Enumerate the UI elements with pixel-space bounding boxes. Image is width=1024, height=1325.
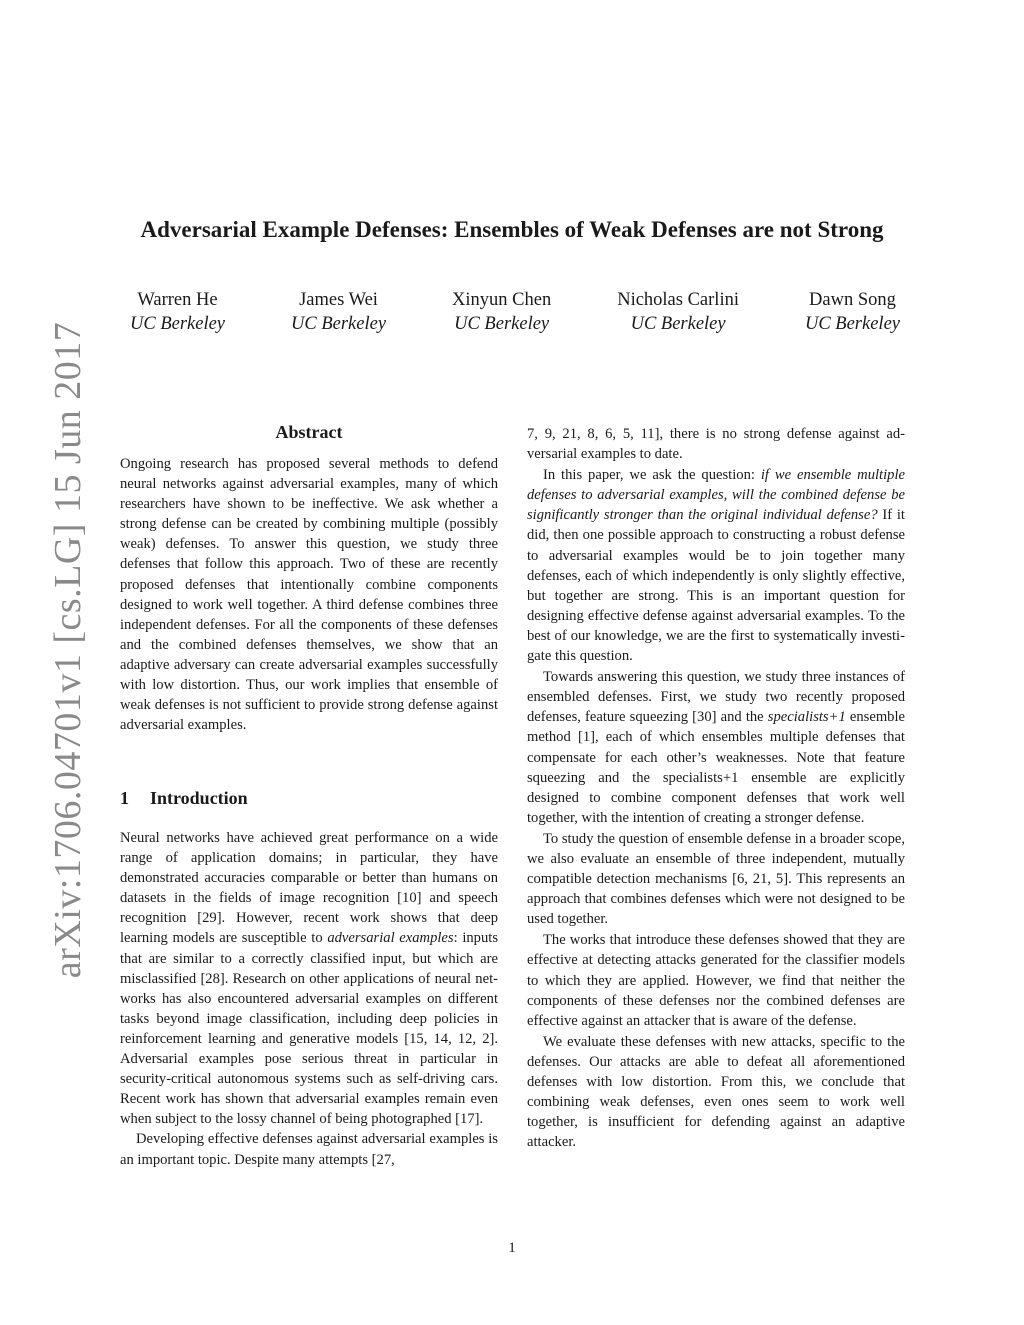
text-run: In this paper, we ask the question: — [543, 467, 761, 484]
paragraph — [527, 667, 905, 828]
introduction-body — [120, 828, 498, 1170]
italic-term: specialists+1 — [767, 709, 846, 726]
author-list — [130, 288, 900, 336]
paragraph: Developing effective defenses against adversarial examples is an important topic. Despite many attempts [27, — [120, 1131, 498, 1168]
paragraph: To study the question of ensemble defense in a broader scope, we also evaluate an ensemble of three independent, mutually compatible detection mechanisms [6, 21, 5]. This represents an approach that combines defenses which were not designed to be used together. — [527, 830, 905, 928]
text-run: If it did, then one possible approach to constructing a robust defense to adversarial examples would be to join together many defenses, each of which independently is only slightly effective, but together are strong. This is an important question for designing effective defense against adversarial examples. To the best of our knowledge, we are the first to systematically investigate this question. — [527, 507, 905, 665]
author-block — [617, 288, 739, 336]
author-name: Nicholas Carlini — [617, 290, 739, 310]
text-run: : inputs that are similar to a correctly classified input, but which are misclassified [28]. Research on other applications of neural networks has also encountered adversarial examples on different tasks beyond image classification, including deep policies in reinforcement learning and generative models [15, 14, 12, 2]. Adversarial examples pose serious threat in particular in security-critical autonomous systems such as self-driving cars. Recent work has shown that adversarial examples remain even when subject to the lossy channel of being photographed [17]. — [120, 930, 498, 1128]
author-block — [452, 288, 551, 336]
author-affiliation: UC Berkeley — [630, 314, 726, 334]
section-number: 1 — [120, 788, 129, 808]
author-affiliation: UC Berkeley — [454, 314, 550, 334]
author-block — [291, 288, 386, 336]
author-name: Dawn Song — [809, 290, 896, 310]
author-name: Warren He — [137, 290, 218, 310]
paragraph — [120, 828, 498, 1129]
text-run: Neural networks have achieved great performance on a wide range of application domains; in particular, they have demonstrated accuracies comparable or better than humans on datasets in the fields of image recognition [10] and speech recognition [29]. However, recent work shows that deep learning models are susceptible to — [120, 830, 498, 947]
abstract-text: Ongoing research has proposed several methods to defend neural networks against adversarial examples, many of which researchers have shown to be ineffective. We ask whether a strong defense can be created by combining multiple (possibly weak) defenses. To answer this question, we study three defenses that follow this approach. Two of these are recently proposed defenses that intentionally combine components designed to work well together. A third defense combines three independent defenses. For all the components of these defenses and the combined defenses themselves, we show that an adaptive adversary can create adversarial examples successfully with low distortion. Thus, our work implies that ensemble of weak defenses is not sufficient to provide strong defense against adversarial examples. — [120, 456, 498, 734]
abstract-heading: Abstract — [275, 422, 343, 442]
paragraph: We evaluate these defenses with new attacks, specific to the defenses. Our attacks are able to defeat all aforementioned defenses with low distortion. From this, we conclude that combining weak defenses, even ones seem to work well together, is insufficient for defending against an adaptive attacker. — [527, 1033, 905, 1151]
author-name: Xinyun Chen — [452, 290, 552, 310]
author-affiliation: UC Berkeley — [804, 314, 900, 334]
italic-term: adversarial examples — [327, 930, 454, 947]
section-title: Introduction — [150, 788, 248, 808]
author-affiliation: UC Berkeley — [130, 314, 226, 334]
paragraph: 7, 9, 21, 8, 6, 5, 11], there is no strong defense against adversarial examples to date. — [527, 426, 905, 463]
paper-title: Adversarial Example Defenses: Ensembles of Weak Defenses are not Strong — [140, 217, 884, 242]
italic-question: if we ensemble multiple defenses to adversarial examples, will the combined defense be significantly stronger than the original individual defense? — [527, 467, 905, 524]
text-run: ensemble method [1], each of which ensembles multiple defenses that compensate for each other’s weaknesses. Note that feature squeezing and the specialists+1 ensemble are explicitly designed to combine component defenses that work well together, with the intention of creating a stronger defense. — [527, 709, 905, 826]
abstract-body — [120, 454, 498, 735]
author-block — [805, 288, 900, 336]
paragraph — [527, 465, 905, 666]
page-number: 1 — [508, 1240, 516, 1256]
author-affiliation: UC Berkeley — [291, 314, 387, 334]
author-block — [130, 288, 225, 336]
author-name: James Wei — [299, 290, 378, 310]
section-heading-introduction — [120, 786, 248, 810]
paragraph: The works that introduce these defenses showed that they are effective at detecting attacks generated for the classifier models to which they are applied. However, we find that neither the components of these defenses nor the combined defenses are effective against an attacker that is aware of the defense. — [527, 932, 905, 1029]
arxiv-identifier: arXiv:1706.04701v1 [cs.LG] 15 Jun 2017 — [47, 321, 89, 979]
right-column-body — [527, 424, 905, 1152]
text-run: Towards answering this question, we study three instances of ensembled defenses. First, we study two recently proposed defenses, feature squeezing [30] and the — [527, 669, 905, 726]
